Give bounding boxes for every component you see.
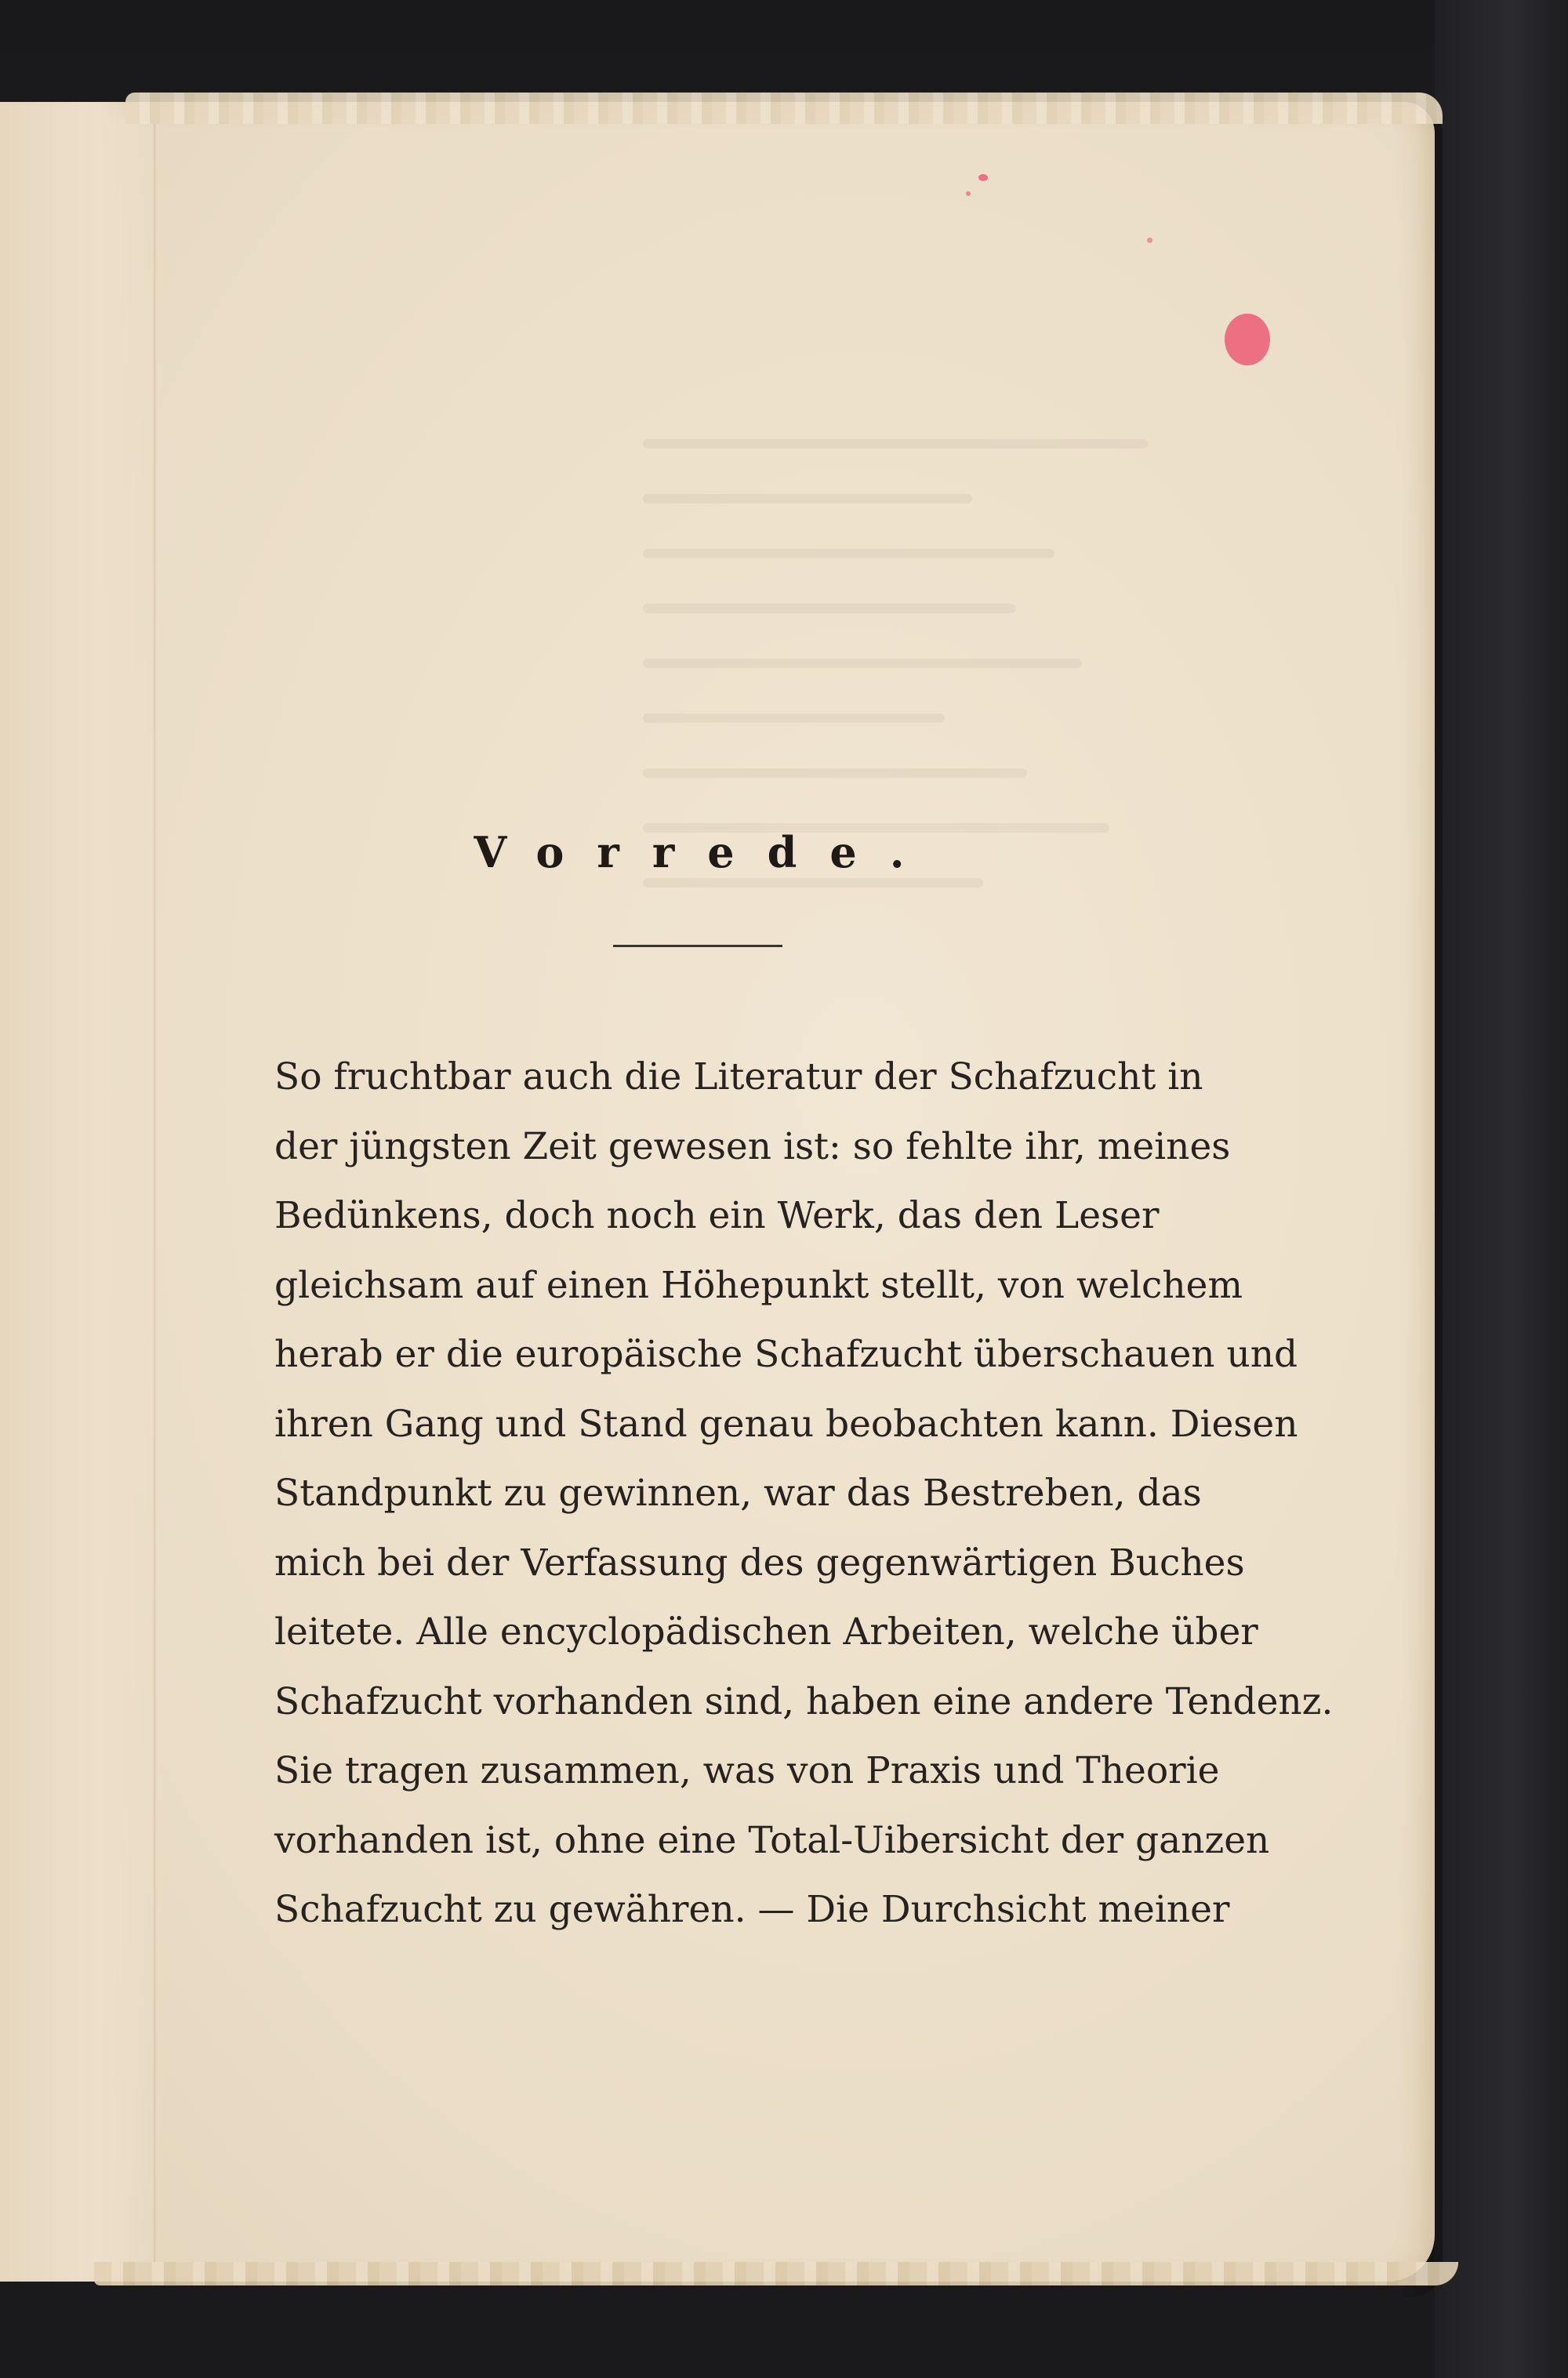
page-heading: Vorrede. [474,827,938,877]
dark-background [1435,0,1568,2378]
text-line: Sie tragen zusammen, was von Praxis und Theorie [274,1749,1220,1792]
text-line: herab er die europäische Schafzucht überschauen und [274,1333,1298,1376]
binding-gutter [0,102,165,2282]
red-ink-speck [966,191,971,196]
text-line: mich bei der Verfassung des gegenwärtigen Buches [274,1541,1245,1585]
text-line: ihren Gang und Stand genau beobachten kann. Diesen [274,1402,1298,1446]
deckle-edge-top [125,93,1443,124]
gutter-fold-line [154,118,157,2266]
heading-rule [613,945,782,947]
text-line: der jüngsten Zeit gewesen ist: so fehlte ihr, meines [274,1124,1231,1168]
text-line: Schafzucht vorhanden sind, haben eine andere Tendenz. [274,1679,1334,1723]
text-line: leitete. Alle encyclopädischen Arbeiten, welche über [274,1610,1258,1654]
text-line: Schafzucht zu gewähren. — Die Durchsicht meiner [274,1888,1230,1931]
red-ink-speck [1147,238,1152,243]
text-line: gleichsam auf einen Höhepunkt stellt, von welchem [274,1263,1243,1307]
text-line: vorhanden ist, ohne eine Total-Uibersicht der ganzen [274,1818,1270,1862]
text-line: Standpunkt zu gewinnen, war das Bestreben, das [274,1472,1202,1515]
text-line: Bedünkens, doch noch ein Werk, das den Leser [274,1194,1160,1237]
text-line: So fruchtbar auch die Literatur der Schafzucht in [274,1055,1203,1098]
deckle-edge-bottom [94,2262,1458,2285]
body-text [274,1043,1334,1945]
red-ink-speck [978,174,988,181]
red-ink-stain [1225,314,1270,365]
